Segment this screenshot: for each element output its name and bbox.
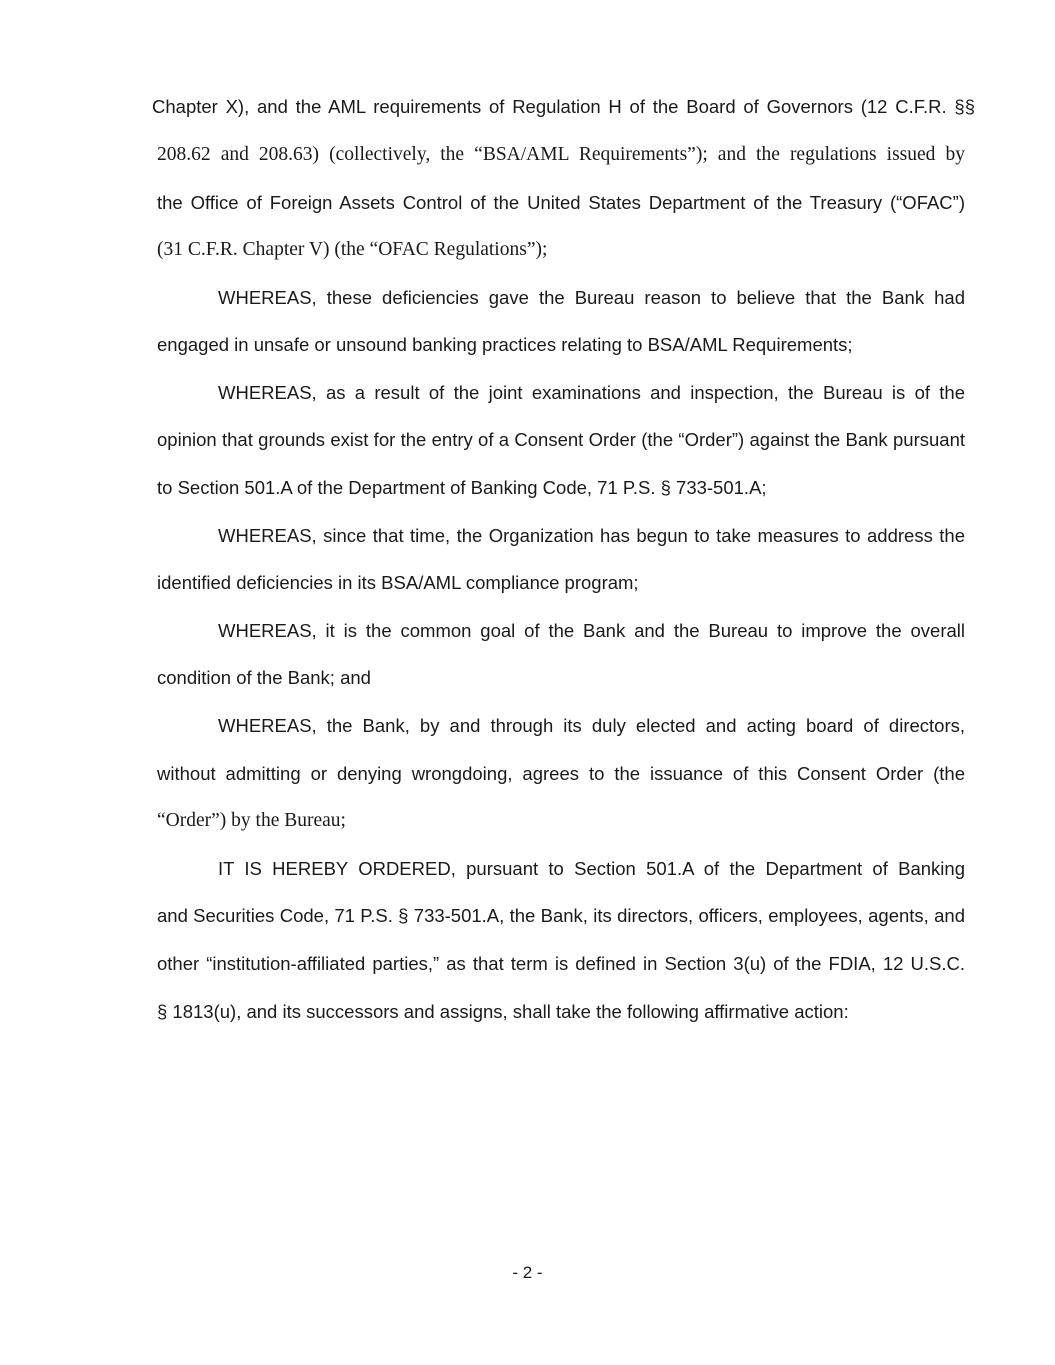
text-line: IT IS HEREBY ORDERED, pursuant to Section 501.A of the Department of Banking <box>218 858 965 879</box>
text-line: “Order”) by the Bureau; <box>157 810 346 831</box>
page-number: - 2 - <box>512 1263 543 1282</box>
text-line: WHEREAS, it is the common goal of the Bank and the Bureau to improve the overall <box>218 620 965 641</box>
text-line: condition of the Bank; and <box>157 667 371 688</box>
text-line: § 1813(u), and its successors and assigns, shall take the following affirmative action: <box>157 1001 849 1022</box>
text-line: the Office of Foreign Assets Control of the United States Department of the Treasury (“OFAC”) <box>157 192 965 213</box>
text-line: Chapter X), and the AML requirements of Regulation H of the Board of Governors (12 C.F.R. §§ <box>152 96 975 117</box>
text-line: opinion that grounds exist for the entry of a Consent Order (the “Order”) against the Bank pursuant <box>157 429 965 450</box>
text-line: WHEREAS, since that time, the Organization has begun to take measures to address the <box>218 525 965 546</box>
text-line: identified deficiencies in its BSA/AML compliance program; <box>157 572 639 593</box>
text-line: engaged in unsafe or unsound banking practices relating to BSA/AML Requirements; <box>157 334 853 355</box>
text-line: without admitting or denying wrongdoing, agrees to the issuance of this Consent Order (the <box>157 763 965 784</box>
text-line: and Securities Code, 71 P.S. § 733-501.A, the Bank, its directors, officers, employees, agents, and <box>157 905 965 926</box>
text-line: to Section 501.A of the Department of Banking Code, 71 P.S. § 733-501.A; <box>157 477 767 498</box>
text-line: other “institution-affiliated parties,” as that term is defined in Section 3(u) of the FDIA, 12 U.S.C. <box>157 953 965 974</box>
text-line: WHEREAS, as a result of the joint examinations and inspection, the Bureau is of the <box>218 382 965 403</box>
text-line: WHEREAS, these deficiencies gave the Bureau reason to believe that the Bank had <box>218 287 965 308</box>
text-line: (31 C.F.R. Chapter V) (the “OFAC Regulations”); <box>157 239 548 260</box>
text-line: WHEREAS, the Bank, by and through its duly elected and acting board of directors, <box>218 715 965 736</box>
text-line: 208.62 and 208.63) (collectively, the “BSA/AML Requirements”); and the regulations issued by <box>157 144 965 165</box>
